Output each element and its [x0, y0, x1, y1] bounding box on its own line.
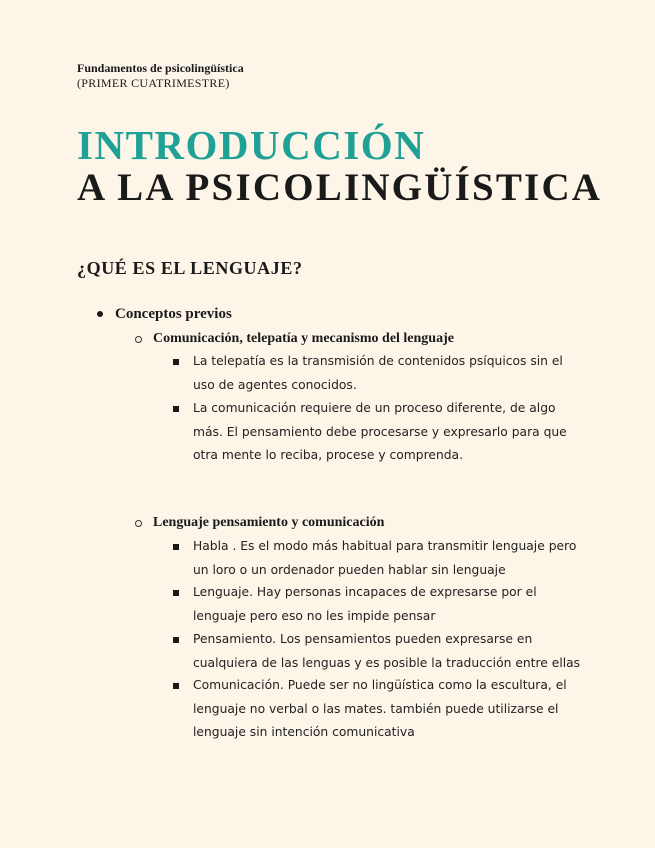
bullet-square-icon — [173, 637, 179, 643]
outline-item-conceptos: Conceptos previos — [115, 306, 232, 322]
bullet-disc-icon — [97, 311, 103, 317]
list-item: La comunicación requiere de un proceso diferente, de algo más. El pensamiento debe procesarse y expresarlo para que otra mente lo reciba, procese y comprenda. — [193, 401, 567, 462]
list-item: Habla . Es el modo más habitual para transmitir lenguaje pero un loro o un ordenador pueden hablar sin lenguaje — [193, 539, 577, 577]
course-term: (PRIMER CUATRIMESTRE) — [77, 76, 230, 90]
bullet-square-icon — [173, 406, 179, 412]
bullet-circle-icon — [135, 336, 142, 343]
bullet-square-icon — [173, 359, 179, 365]
bullet-square-icon — [173, 683, 179, 689]
page-title-line-2: A LA PSICOLINGÜÍSTICA — [77, 166, 603, 209]
page-title-line-1: INTRODUCCIÓN — [77, 122, 426, 168]
section-heading: ¿QUÉ ES EL LENGUAJE? — [77, 258, 303, 278]
bullet-circle-icon — [135, 520, 142, 527]
subitem-title-comunicacion: Comunicación, telepatía y mecanismo del lenguaje — [153, 331, 454, 346]
list-item: Pensamiento. Los pensamientos pueden expresarse en cualquiera de las lenguas y es posible la traducción entre ellas — [193, 632, 581, 670]
course-name: Fundamentos de psicolingüística — [77, 61, 244, 75]
bullet-square-icon — [173, 590, 179, 596]
subitem-title-lenguaje: Lenguaje pensamiento y comunicación — [153, 515, 385, 530]
bullet-square-icon — [173, 544, 179, 550]
list-item: Comunicación. Puede ser no lingüística como la escultura, el lenguaje no verbal o las mates. también puede utilizarse el lenguaje sin intención comunicativa — [193, 678, 567, 739]
list-item: Lenguaje. Hay personas incapaces de expresarse por el lenguaje pero eso no les impide pensar — [193, 585, 537, 623]
list-item: La telepatía es la transmisión de contenidos psíquicos sin el uso de agentes conocidos. — [193, 354, 563, 392]
